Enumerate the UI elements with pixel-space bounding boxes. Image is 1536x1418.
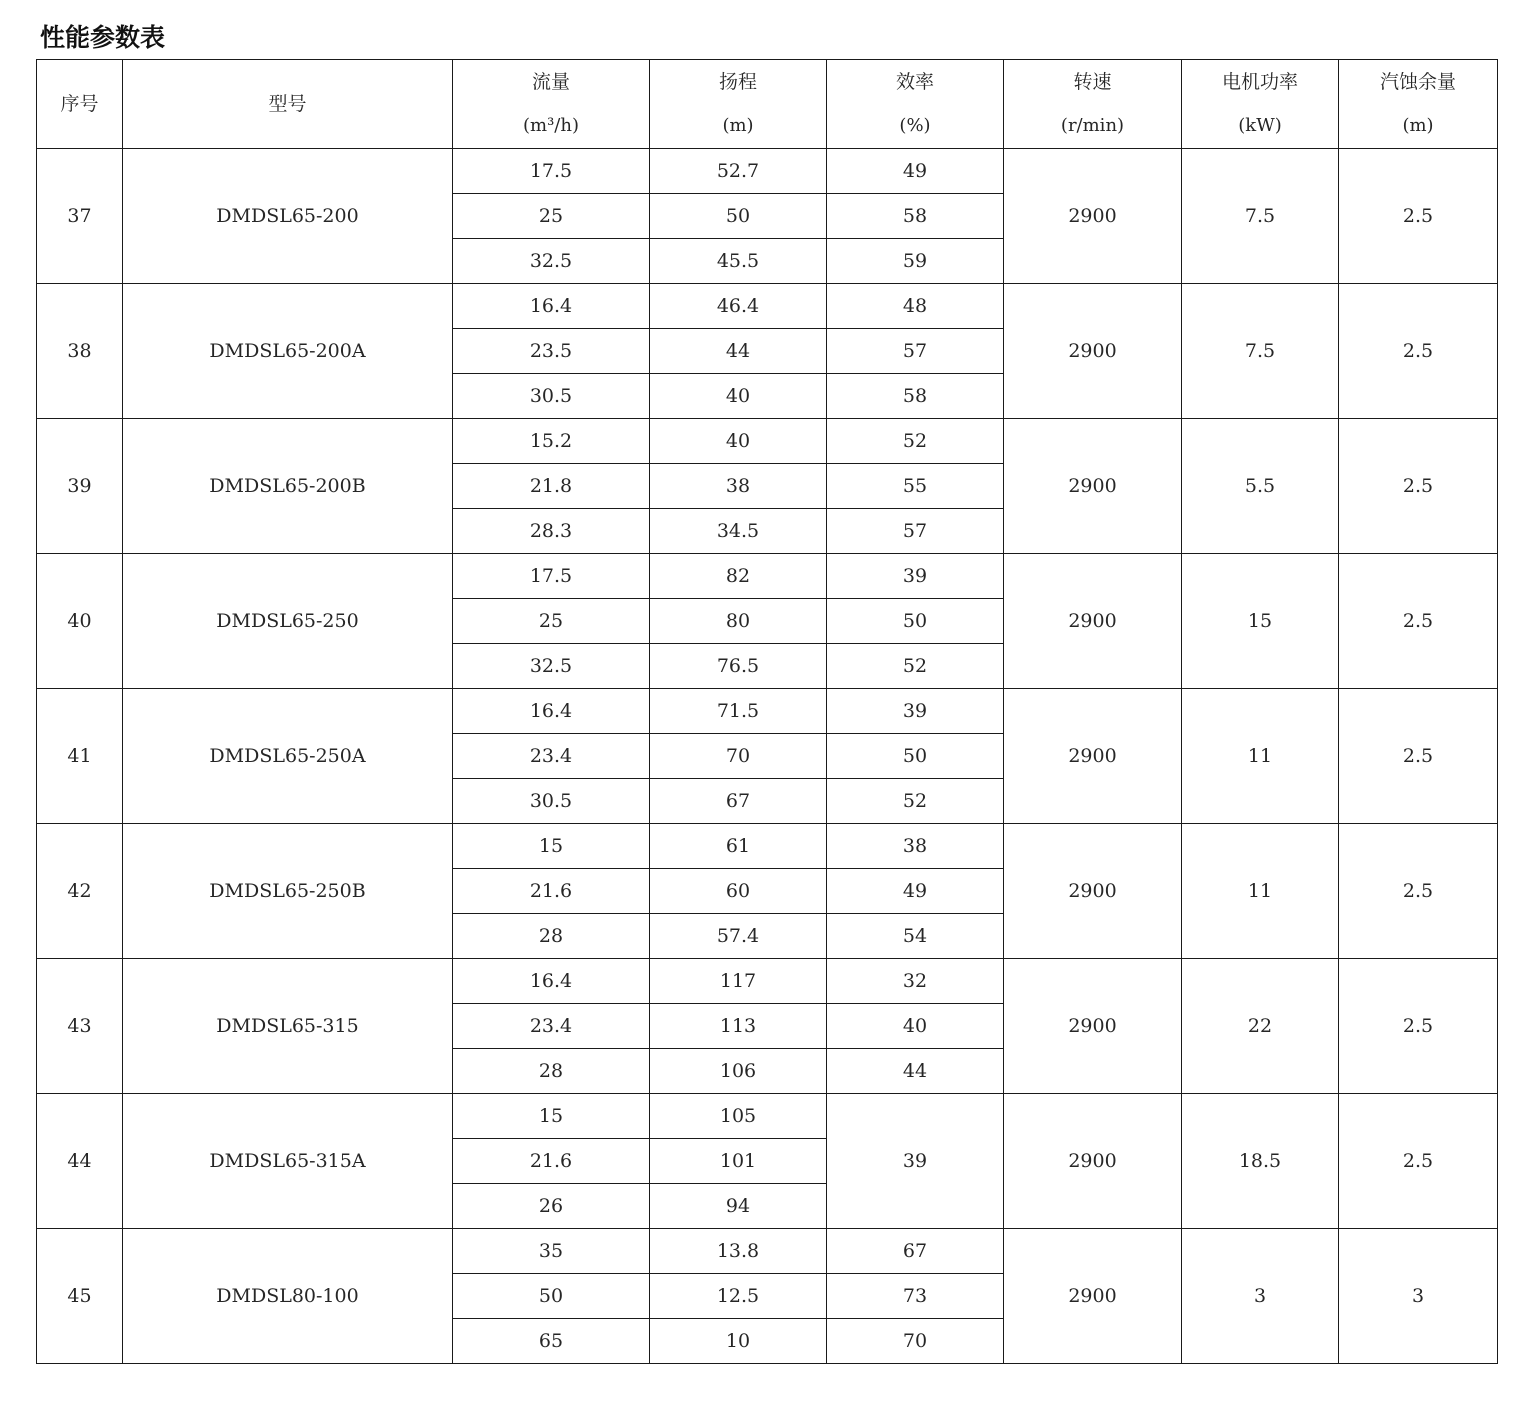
cell-head: 13.8 (650, 1229, 827, 1274)
cell-head: 67 (650, 779, 827, 824)
cell-npsh: 2.5 (1339, 554, 1498, 689)
cell-flow: 16.4 (453, 959, 650, 1004)
cell-efficiency: 52 (827, 419, 1004, 464)
cell-flow: 15.2 (453, 419, 650, 464)
cell-head: 101 (650, 1139, 827, 1184)
cell-head: 40 (650, 419, 827, 464)
cell-npsh: 2.5 (1339, 959, 1498, 1094)
cell-head: 40 (650, 374, 827, 419)
cell-seq: 41 (37, 689, 123, 824)
cell-seq: 42 (37, 824, 123, 959)
cell-power: 22 (1182, 959, 1339, 1094)
table-row (37, 689, 1498, 734)
cell-head: 106 (650, 1049, 827, 1094)
cell-efficiency: 58 (827, 194, 1004, 239)
header-speed (1004, 60, 1182, 149)
cell-efficiency: 39 (827, 554, 1004, 599)
cell-speed: 2900 (1004, 689, 1182, 824)
cell-efficiency: 44 (827, 1049, 1004, 1094)
header-flow (453, 60, 650, 149)
cell-power: 7.5 (1182, 284, 1339, 419)
cell-efficiency: 50 (827, 599, 1004, 644)
cell-npsh: 2.5 (1339, 689, 1498, 824)
cell-flow: 28.3 (453, 509, 650, 554)
performance-table (36, 59, 1498, 1364)
cell-head: 38 (650, 464, 827, 509)
cell-model: DMDSL65-250B (123, 824, 453, 959)
page-title: 性能参数表 (40, 23, 166, 52)
cell-efficiency: 52 (827, 644, 1004, 689)
cell-power: 15 (1182, 554, 1339, 689)
cell-efficiency: 52 (827, 779, 1004, 824)
cell-seq: 39 (37, 419, 123, 554)
cell-efficiency: 49 (827, 869, 1004, 914)
cell-efficiency: 54 (827, 914, 1004, 959)
cell-efficiency: 40 (827, 1004, 1004, 1049)
cell-head: 57.4 (650, 914, 827, 959)
cell-power: 5.5 (1182, 419, 1339, 554)
table-body (37, 149, 1498, 1364)
cell-npsh: 2.5 (1339, 284, 1498, 419)
cell-power: 11 (1182, 824, 1339, 959)
cell-model: DMDSL65-200A (123, 284, 453, 419)
cell-npsh: 2.5 (1339, 149, 1498, 284)
cell-model: DMDSL80-100 (123, 1229, 453, 1364)
cell-flow: 32.5 (453, 644, 650, 689)
cell-power: 11 (1182, 689, 1339, 824)
header-npsh-unit: (m) (1402, 115, 1434, 136)
cell-npsh: 2.5 (1339, 419, 1498, 554)
cell-head: 10 (650, 1319, 827, 1364)
cell-seq: 40 (37, 554, 123, 689)
cell-flow: 16.4 (453, 689, 650, 734)
table-row (37, 824, 1498, 869)
cell-efficiency: 39 (827, 1094, 1004, 1229)
cell-flow: 23.5 (453, 329, 650, 374)
cell-speed: 2900 (1004, 1229, 1182, 1364)
cell-flow: 25 (453, 599, 650, 644)
cell-head: 44 (650, 329, 827, 374)
cell-model: DMDSL65-250A (123, 689, 453, 824)
cell-head: 113 (650, 1004, 827, 1049)
header-speed-unit: (r/min) (1060, 115, 1125, 136)
cell-efficiency: 48 (827, 284, 1004, 329)
cell-npsh: 2.5 (1339, 824, 1498, 959)
cell-head: 76.5 (650, 644, 827, 689)
header-head (650, 60, 827, 149)
cell-seq: 43 (37, 959, 123, 1094)
cell-head: 46.4 (650, 284, 827, 329)
header-power-name: 电机功率 (1221, 71, 1298, 93)
cell-flow: 17.5 (453, 149, 650, 194)
cell-speed: 2900 (1004, 959, 1182, 1094)
cell-flow: 30.5 (453, 779, 650, 824)
cell-flow: 25 (453, 194, 650, 239)
cell-flow: 23.4 (453, 734, 650, 779)
header-flow-unit: (m³/h) (523, 115, 579, 136)
cell-flow: 28 (453, 914, 650, 959)
cell-speed: 2900 (1004, 284, 1182, 419)
cell-flow: 21.6 (453, 869, 650, 914)
cell-model: DMDSL65-315A (123, 1094, 453, 1229)
cell-flow: 30.5 (453, 374, 650, 419)
cell-efficiency: 50 (827, 734, 1004, 779)
header-head-unit: (m) (722, 115, 754, 136)
cell-head: 80 (650, 599, 827, 644)
cell-npsh: 2.5 (1339, 1094, 1498, 1229)
cell-efficiency: 38 (827, 824, 1004, 869)
cell-efficiency: 57 (827, 509, 1004, 554)
cell-head: 50 (650, 194, 827, 239)
cell-model: DMDSL65-200B (123, 419, 453, 554)
cell-model: DMDSL65-250 (123, 554, 453, 689)
cell-seq: 38 (37, 284, 123, 419)
cell-efficiency: 57 (827, 329, 1004, 374)
cell-efficiency: 39 (827, 689, 1004, 734)
cell-power: 18.5 (1182, 1094, 1339, 1229)
header-row (37, 60, 1498, 149)
cell-speed: 2900 (1004, 1094, 1182, 1229)
cell-model: DMDSL65-200 (123, 149, 453, 284)
cell-flow: 15 (453, 824, 650, 869)
cell-flow: 28 (453, 1049, 650, 1094)
table-row (37, 1229, 1498, 1274)
cell-npsh: 3 (1339, 1229, 1498, 1364)
cell-flow: 35 (453, 1229, 650, 1274)
cell-head: 34.5 (650, 509, 827, 554)
header-efficiency (827, 60, 1004, 149)
table-row (37, 284, 1498, 329)
cell-flow: 17.5 (453, 554, 650, 599)
cell-flow: 15 (453, 1094, 650, 1139)
cell-efficiency: 73 (827, 1274, 1004, 1319)
cell-power: 3 (1182, 1229, 1339, 1364)
cell-efficiency: 49 (827, 149, 1004, 194)
header-power (1182, 60, 1339, 149)
cell-seq: 45 (37, 1229, 123, 1364)
cell-speed: 2900 (1004, 149, 1182, 284)
cell-head: 52.7 (650, 149, 827, 194)
cell-head: 60 (650, 869, 827, 914)
cell-head: 12.5 (650, 1274, 827, 1319)
header-efficiency-name: 效率 (895, 71, 934, 93)
cell-seq: 44 (37, 1094, 123, 1229)
cell-efficiency: 55 (827, 464, 1004, 509)
table-row (37, 1094, 1498, 1139)
cell-power: 7.5 (1182, 149, 1339, 284)
header-model: 型号 (123, 60, 453, 149)
header-npsh-name: 汽蚀余量 (1379, 71, 1456, 93)
cell-flow: 23.4 (453, 1004, 650, 1049)
cell-head: 70 (650, 734, 827, 779)
cell-speed: 2900 (1004, 419, 1182, 554)
cell-flow: 50 (453, 1274, 650, 1319)
cell-efficiency: 70 (827, 1319, 1004, 1364)
cell-speed: 2900 (1004, 554, 1182, 689)
cell-head: 61 (650, 824, 827, 869)
header-power-unit: (kW) (1238, 115, 1282, 136)
header-efficiency-unit: (%) (899, 115, 931, 136)
header-head-name: 扬程 (718, 71, 757, 93)
cell-flow: 32.5 (453, 239, 650, 284)
cell-speed: 2900 (1004, 824, 1182, 959)
table-row (37, 149, 1498, 194)
cell-efficiency: 32 (827, 959, 1004, 1004)
cell-efficiency: 58 (827, 374, 1004, 419)
table-row (37, 959, 1498, 1004)
cell-head: 105 (650, 1094, 827, 1139)
cell-efficiency: 67 (827, 1229, 1004, 1274)
cell-model: DMDSL65-315 (123, 959, 453, 1094)
cell-head: 45.5 (650, 239, 827, 284)
cell-flow: 26 (453, 1184, 650, 1229)
cell-flow: 21.6 (453, 1139, 650, 1184)
cell-head: 94 (650, 1184, 827, 1229)
cell-head: 82 (650, 554, 827, 599)
header-seq: 序号 (37, 60, 123, 149)
header-flow-name: 流量 (531, 71, 570, 93)
cell-seq: 37 (37, 149, 123, 284)
header-speed-name: 转速 (1073, 71, 1112, 93)
cell-flow: 21.8 (453, 464, 650, 509)
table-row (37, 419, 1498, 464)
header-npsh (1339, 60, 1498, 149)
cell-flow: 16.4 (453, 284, 650, 329)
cell-efficiency: 59 (827, 239, 1004, 284)
cell-head: 117 (650, 959, 827, 1004)
table-row (37, 554, 1498, 599)
cell-head: 71.5 (650, 689, 827, 734)
cell-flow: 65 (453, 1319, 650, 1364)
